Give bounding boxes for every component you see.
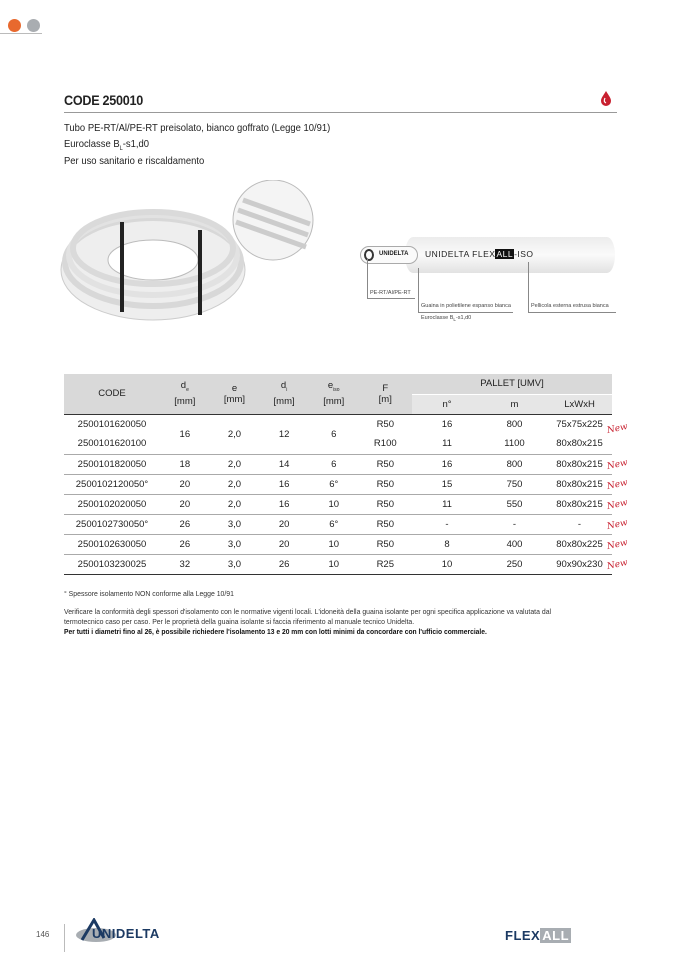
cell-e: 3,0 [210,534,260,554]
cell-eiso: 6° [309,474,359,494]
col-f: F [m] [359,374,412,414]
cell-code: 2500102020050 [64,494,160,514]
cell-pallet-lwh: - [547,514,612,534]
flexall-logo: FLEX ALL [505,928,570,943]
cell-f: R25 [359,554,412,574]
product-table [64,374,612,575]
cell-pallet-m: 1100 [504,438,525,450]
new-badge: New [606,557,629,573]
cell-di: 20 [259,534,309,554]
cell-pallet-m: 800 [482,454,547,474]
page-title: CODE 250010 [64,92,143,108]
cell-code: 2500102120050° [64,474,160,494]
cell-f: R50 [359,454,412,474]
cell-pallet-n: 16 [441,418,453,430]
cell-pallet-m: 550 [482,494,547,514]
cell-pallet-lwh: 80x80x215 [556,438,603,450]
cell-eiso: 10 [309,534,359,554]
col-pallet: PALLET [UMV] [412,374,612,394]
cell-eiso: 10 [309,554,359,574]
table-row [64,494,612,514]
cell-code: 2500102630050 [64,534,160,554]
cell-pallet-n: 11 [412,494,482,514]
page-number: 146 [36,930,50,939]
cell-pallet-lwh: 80x80x215 [547,494,612,514]
cell-pallet-n: 11 [442,438,452,450]
cell-e: 2,0 [210,494,260,514]
new-badge: New [606,537,629,553]
cell-de: 18 [160,454,210,474]
cell-pallet-n: 15 [412,474,482,494]
tab-line [0,33,42,34]
description-line-2: Euroclasse $B_L-s1,d0$ [64,138,149,153]
pipe-coil-image [58,180,323,325]
pipe-section-icon [364,249,374,261]
cell-eiso: 6 [309,454,359,474]
cell-de: 20 [160,474,210,494]
new-badge: New [606,457,629,473]
cell-pallet-n: - [412,514,482,534]
label-sheath: Guaina in polietilene espanso bianca [421,303,511,309]
table-row [64,534,612,554]
unidelta-logo: UNIDELTA [74,918,214,944]
cell-code: 2500101620050 [77,418,147,430]
cell-pallet-m: 400 [482,534,547,554]
cell-f: R50 [359,514,412,534]
cell-e: 3,0 [210,514,260,534]
cell-di: 16 [259,474,309,494]
category-dot-orange [8,19,21,32]
cell-f: R50 [359,534,412,554]
cell-di: 16 [259,494,309,514]
cell-de: 32 [160,554,210,574]
table-row [64,414,612,434]
cell-eiso: 6 [331,428,337,440]
cell-di: 14 [259,454,309,474]
cell-e: 2,0 [227,428,242,440]
cell-e: 2,0 [210,474,260,494]
cell-pallet-lwh: 80x80x215 [547,454,612,474]
core-print-text: UNIDELTA [379,251,409,257]
cell-pallet-lwh: 90x90x230 [547,554,612,574]
label-outer-film: Pellicola esterna estrusa bianca [531,303,609,309]
label-core-material: PE-RT/Al/PE-RT [370,290,411,296]
title-divider [64,112,617,113]
col-pallet-m: m [482,394,547,414]
cell-code: 2500102730050° [64,514,160,534]
cell-pallet-n: 8 [412,534,482,554]
water-drop-icon [600,90,612,106]
col-pallet-lwh: LxWxH [547,394,612,414]
table-row [64,454,612,474]
pipe-print-text: UNIDELTA FLEXALL-ISO [425,249,534,259]
new-badge: New [606,497,629,513]
cell-pallet-m: - [482,514,547,534]
cell-pallet-n: 10 [412,554,482,574]
description-line-1: Tubo PE-RT/Al/PE-RT preisolato, bianco goffrato (Legge 10/91) [64,122,331,134]
pipe-core-diagram [360,246,418,264]
cell-eiso: 6° [309,514,359,534]
footer-divider [64,924,65,952]
cell-de: 20 [160,494,210,514]
cell-pallet-m: 250 [482,554,547,574]
cell-de: 26 [160,534,210,554]
new-badge: New [606,517,629,533]
col-code: CODE [64,374,160,414]
table-row [64,514,612,534]
label-euroclass: Euroclasse $B_L-s1,d0$ [421,315,472,323]
cell-pallet-n: 16 [412,454,482,474]
col-e: e [mm] [210,374,260,414]
table-row [64,554,612,574]
cell-di: 26 [259,554,309,574]
cell-pallet-m: 750 [482,474,547,494]
cell-de: 26 [160,514,210,534]
col-pallet-n: n° [412,394,482,414]
cell-de: 16 [179,428,191,440]
cell-pallet-lwh: 75x75x225 [556,418,603,430]
cell-f: R50 [376,418,394,430]
cell-pallet-lwh: 80x80x215 [547,474,612,494]
cell-di: 12 [278,428,290,440]
new-badge: New [606,421,629,437]
cell-e: 3,0 [210,554,260,574]
cell-code: 2500103230025 [64,554,160,574]
footnote: ° Spessore isolamento NON conforme alla Legge 10/91 [64,589,234,598]
pipe-sheath-diagram [405,237,615,273]
cell-f: R50 [359,474,412,494]
cell-e: 2,0 [210,454,260,474]
col-de: $d_e$ [mm] [160,374,210,414]
cell-pallet-lwh: 80x80x225 [547,534,612,554]
cell-pallet-m: 800 [506,418,523,430]
note-paragraph: Verificare la conformità degli spessori d'isolamento con le normative vigenti locali. L'idoneità della guaina isolante per ogni specifica applicazione va valutata dal termotecnico caso per caso. Per le proprietà della guaina isolante si faccia riferimento al manuale tecnico Unidelta. [64,607,552,626]
cell-code: 2500101820050 [64,454,160,474]
new-badge: New [606,477,629,493]
cell-code: 2500101620100 [77,438,147,450]
cell-f: R100 [373,438,397,450]
col-eiso: $e_{iso}$ [mm] [309,374,359,414]
category-dot-grey [27,19,40,32]
note-bold: Per tutti i diametri fino al 26, è possibile richiedere l'isolamento 13 e 20 mm con lotti minimi da concordare con l'ufficio commerciale. [64,627,487,636]
cell-di: 20 [259,514,309,534]
cell-eiso: 10 [309,494,359,514]
cell-f: R50 [359,494,412,514]
table-row [64,474,612,494]
col-di: $d_i$ [mm] [259,374,309,414]
description-line-3: Per uso sanitario e riscaldamento [64,155,205,167]
